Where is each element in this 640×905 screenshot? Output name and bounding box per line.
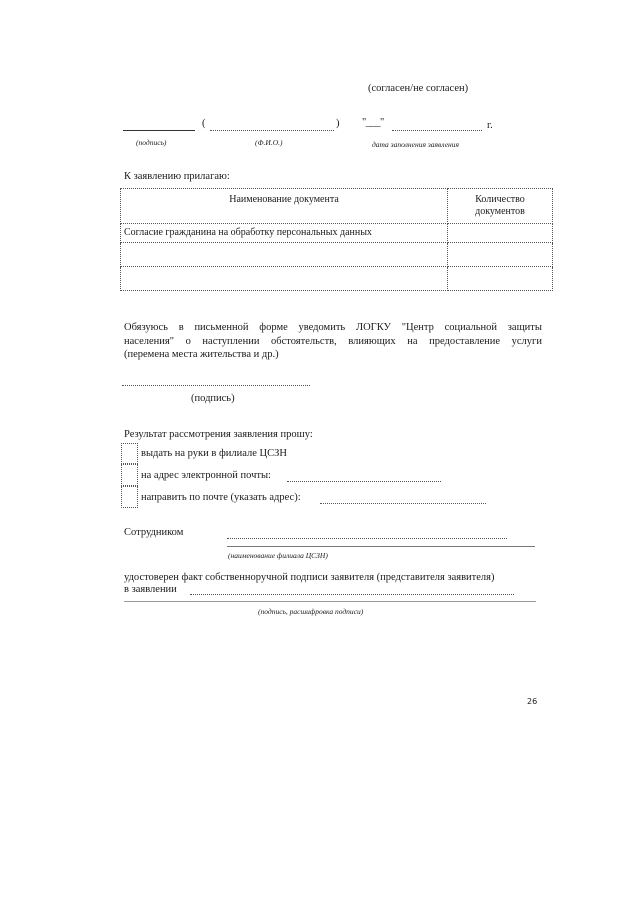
obligation-line-3: (перемена места жительства и др.) (124, 349, 279, 360)
name-close-paren: ) (336, 118, 340, 129)
option-checkbox-in-person[interactable] (121, 443, 138, 464)
in-application-label: в заявлении (124, 584, 177, 595)
header-count-line1: Количество (475, 194, 525, 205)
employee-name-line[interactable] (227, 538, 507, 539)
obligation-line-1 (124, 321, 542, 335)
row-document-name[interactable] (121, 267, 448, 291)
table-row (121, 243, 553, 267)
certified-line: удостоверен факт собственноручной подписи заявителя (представителя заявителя) (124, 572, 495, 583)
obligation-word: влияющих (348, 335, 396, 347)
caption-signature: (подпись) (136, 138, 167, 147)
application-signature-line[interactable] (190, 594, 514, 595)
page-number: 26 (527, 697, 538, 706)
result-intro: Результат рассмотрения заявления прошу: (124, 429, 313, 440)
obligation-word: в (178, 322, 184, 333)
option-checkbox-post[interactable] (121, 486, 138, 508)
row-document-count[interactable] (448, 224, 553, 243)
obligation-word: письменной (194, 322, 249, 333)
row-document-count[interactable] (448, 243, 553, 267)
obligation-word: предоставление (429, 335, 501, 347)
obligation-signature-caption: (подпись) (191, 393, 235, 404)
obligation-word: социальной (444, 322, 498, 333)
obligation-word: защиты (507, 322, 542, 333)
obligation-word: населения" (124, 335, 174, 347)
caption-fill-date: дата заполнения заявления (372, 140, 459, 149)
option-email-label: на адрес электронной почты: (141, 470, 271, 481)
obligation-word: Обязуюсь (124, 322, 168, 333)
date-month-line[interactable] (392, 130, 482, 131)
option-in-person-label: выдать на руки в филиале ЦСЗН (141, 448, 287, 459)
branch-caption: (наименование филиала ЦСЗН) (228, 551, 328, 560)
obligation-signature-line[interactable] (122, 385, 310, 386)
obligation-paragraph (124, 321, 542, 362)
date-day-field[interactable]: "___" (362, 117, 384, 128)
obligation-word: ЛОГКУ (355, 322, 391, 333)
obligation-word: форме (259, 322, 288, 333)
name-open-paren: ( (202, 118, 206, 129)
table-header-row (121, 189, 553, 224)
attachments-table (120, 188, 553, 291)
email-address-line[interactable] (287, 481, 441, 482)
application-signature-caption: (подпись, расшифровка подписи) (258, 607, 364, 616)
obligation-word: "Центр (401, 322, 434, 333)
row-document-name[interactable]: Согласие гражданина на обработку персональных данных (121, 224, 448, 243)
obligation-word: о (185, 335, 191, 347)
header-document-name: Наименование документа (121, 189, 448, 224)
consent-label: (согласен/не согласен) (368, 83, 469, 94)
application-underline (124, 601, 536, 602)
row-document-name[interactable] (121, 243, 448, 267)
branch-name-line[interactable] (227, 546, 535, 547)
obligation-word: на (407, 335, 418, 347)
obligation-word: уведомить (298, 322, 346, 333)
year-suffix: г. (487, 120, 493, 131)
obligation-line-2 (124, 335, 542, 349)
postal-address-line[interactable] (320, 503, 486, 504)
caption-full-name: (Ф.И.О.) (255, 138, 283, 147)
obligation-word: наступлении (202, 335, 260, 347)
signature-line[interactable] (123, 130, 195, 131)
obligation-word: услуги (511, 335, 542, 347)
table-row (121, 267, 553, 291)
row-document-count[interactable] (448, 267, 553, 291)
employee-label: Сотрудником (124, 527, 184, 538)
obligation-word: обстоятельств, (271, 335, 337, 347)
table-row (121, 224, 553, 243)
attachments-intro: К заявлению прилагаю: (124, 171, 230, 182)
option-post-label: направить по почте (указать адрес): (141, 492, 301, 503)
header-count-line2: документов (475, 206, 525, 217)
full-name-line[interactable] (210, 130, 334, 131)
option-checkbox-email[interactable] (121, 464, 138, 486)
header-document-count (448, 189, 553, 224)
